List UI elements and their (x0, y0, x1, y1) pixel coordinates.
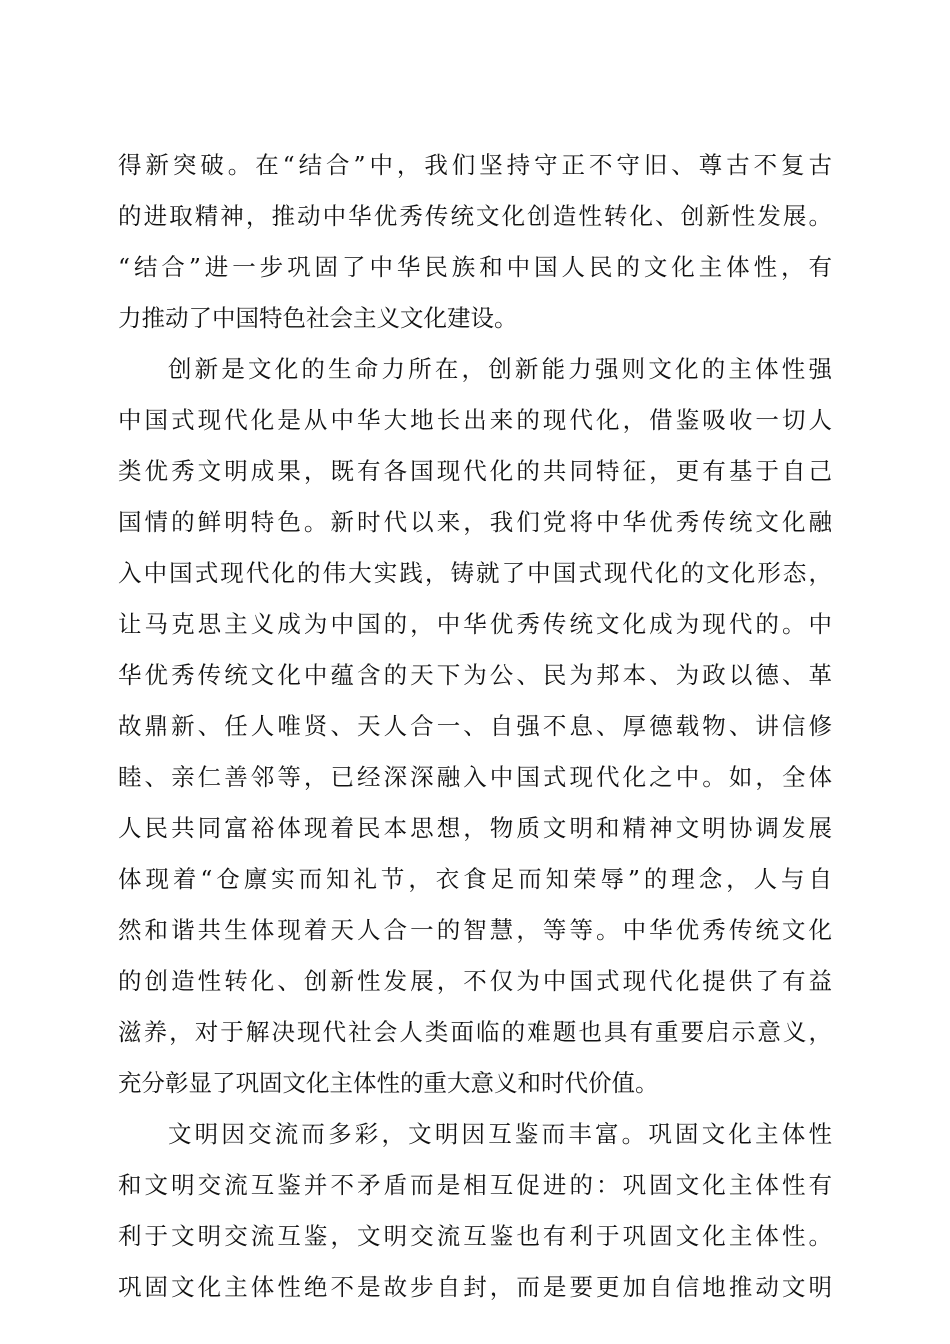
text-line: 人民共同富裕体现着民本思想，物质文明和精神文明协调发展 (118, 814, 832, 842)
paragraph-first-line: 文明因交流而多彩，文明因互鉴而丰富。巩固文化主体性 (168, 1120, 832, 1148)
document-page (118, 140, 832, 1313)
text-line: 得新突破。在“结合”中，我们坚持守正不守旧、尊古不复古 (118, 151, 832, 179)
text-line: 力推动了中国特色社会主义文化建设。 (118, 304, 518, 332)
text-line: 中国式现代化是从中华大地长出来的现代化，借鉴吸收一切人 (118, 406, 832, 434)
text-line: 华优秀传统文化中蕴含的天下为公、民为邦本、为政以德、革 (118, 661, 832, 689)
text-line: 让马克思主义成为中国的，中华优秀传统文化成为现代的。中 (118, 610, 832, 638)
text-line: 充分彰显了巩固文化主体性的重大意义和时代价值。 (118, 1069, 659, 1097)
text-line: 睦、亲仁善邻等，已经深深融入中国式现代化之中。如，全体 (118, 763, 832, 791)
text-line: 的创造性转化、创新性发展，不仅为中国式现代化提供了有益 (118, 967, 832, 995)
text-line: 国情的鲜明特色。新时代以来，我们党将中华优秀传统文化融 (118, 508, 832, 536)
text-line: 利于文明交流互鉴，文明交流互鉴也有利于巩固文化主体性。 (118, 1222, 832, 1250)
text-line: 入中国式现代化的伟大实践，铸就了中国式现代化的文化形态， (118, 559, 832, 587)
text-line: 故鼎新、任人唯贤、天人合一、自强不息、厚德载物、讲信修 (118, 712, 832, 740)
text-line: 滋养，对于解决现代社会人类面临的难题也具有重要启示意义， (118, 1018, 832, 1046)
text-line: 体现着“仓廪实而知礼节，衣食足而知荣辱”的理念，人与自 (118, 865, 832, 893)
text-line: 的进取精神，推动中华优秀传统文化创造性转化、创新性发展。 (118, 202, 832, 230)
text-line: 和文明交流互鉴并不矛盾而是相互促进的：巩固文化主体性有 (118, 1171, 832, 1199)
paragraph-first-line: 创新是文化的生命力所在，创新能力强则文化的主体性强 (168, 355, 832, 383)
text-line: 巩固文化主体性绝不是故步自封，而是要更加自信地推动文明 (118, 1273, 832, 1301)
text-line: “结合”进一步巩固了中华民族和中国人民的文化主体性，有 (118, 253, 832, 281)
text-line: 类优秀文明成果，既有各国现代化的共同特征，更有基于自己 (118, 457, 832, 485)
text-line: 然和谐共生体现着天人合一的智慧，等等。中华优秀传统文化 (118, 916, 832, 944)
